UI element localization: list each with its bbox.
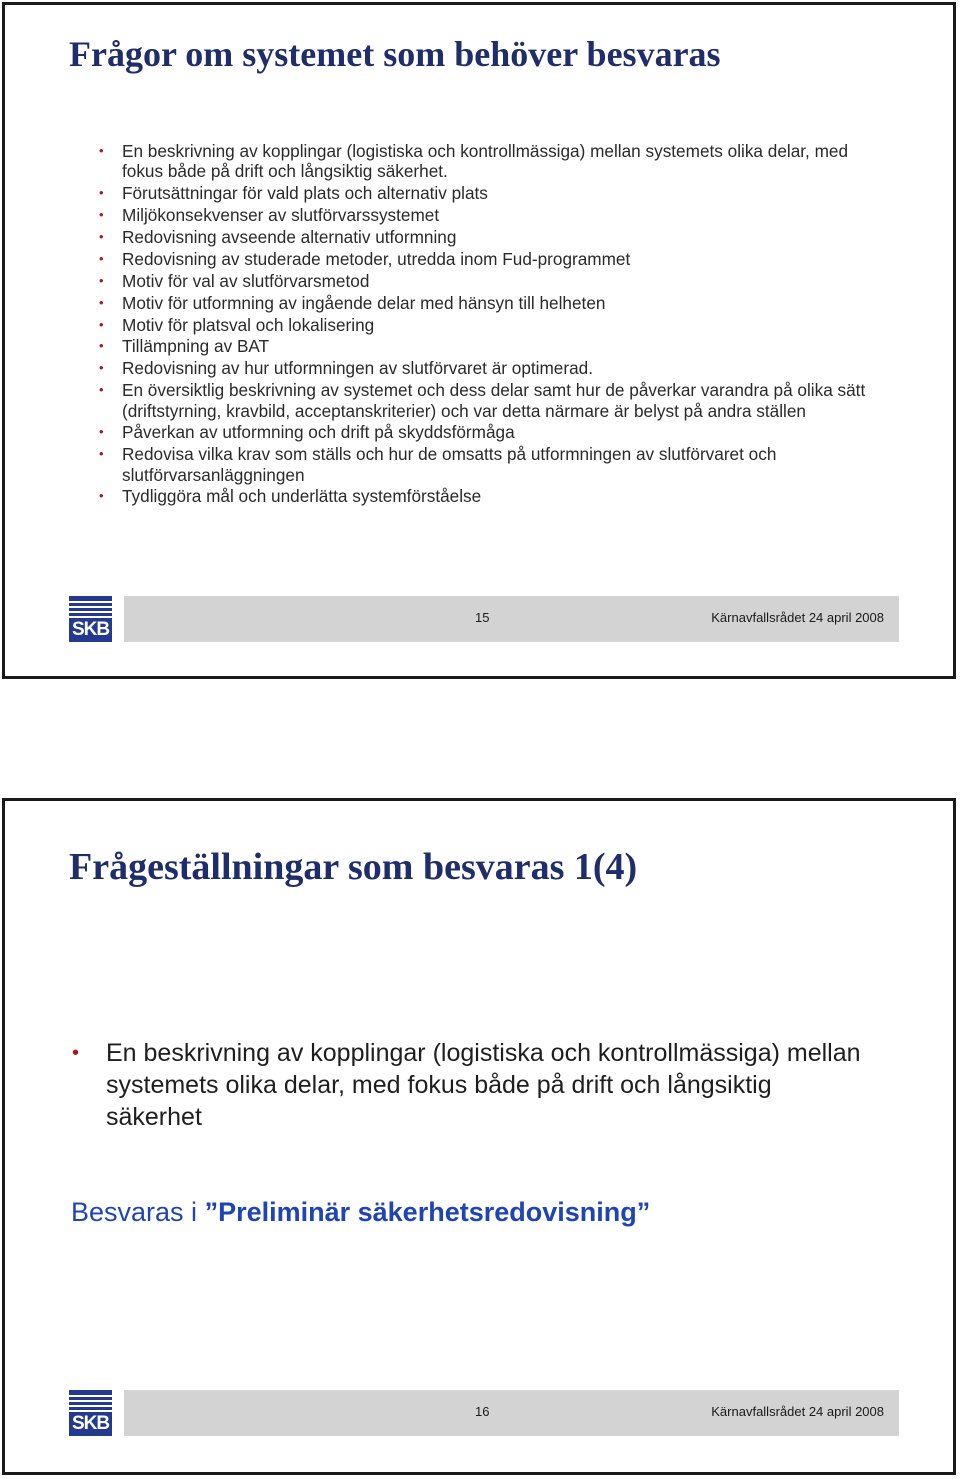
list-item: • Tydliggöra mål och underlätta systemförståelse [97,486,887,506]
list-item: • Motiv för val av slutförvarsmetod [97,271,887,291]
slide-footer [69,596,899,642]
page-number: 16 [475,1404,490,1419]
list-item: • Motiv för platsval och lokalisering [97,315,887,335]
slide-title: Frågor om systemet som behöver besvaras [69,34,721,74]
slide-15 [2,2,956,679]
logo-text: SKB [71,619,110,640]
answer-prefix: Besvaras i [71,1197,205,1227]
page-number: 15 [475,610,490,625]
list-item: • Miljökonsekvenser av slutförvarssystemet [97,205,887,225]
bullet-list [69,1037,869,1133]
list-item: • Redovisning avseende alternativ utformning [97,227,887,247]
list-item: • En beskrivning av kopplingar (logistiska och kontrollmässiga) mellan systemets olika delar, med fokus både på drift och långsiktig säkerhet [69,1037,869,1133]
logo-text: SKB [71,1413,110,1434]
answer-line [71,1197,650,1228]
list-item: • Motiv för utformning av ingående delar med hänsyn till helheten [97,293,887,313]
slide-title: Frågeställningar som besvaras 1(4) [69,846,638,888]
list-item: • Redovisning av studerade metoder, utredda inom Fud-programmet [97,249,887,269]
answer-document: ”Preliminär säkerhetsredovisning” [204,1197,651,1227]
list-item: • Påverkan av utformning och drift på skyddsförmåga [97,422,887,442]
list-item: • Tillämpning av BAT [97,336,887,356]
list-item: • En översiktlig beskrivning av systemet och dess delar samt hur de påverkar varandra på olika sätt (driftstyrning, kravbild, acceptanskriterier) och var detta närmare är belyst på andra ställen [97,380,887,421]
list-item: • Redovisa vilka krav som ställs och hur de omsatts på utformningen av slutförvaret och slutförvarsanläggningen [97,444,887,485]
list-item: • Förutsättningar för vald plats och alternativ plats [97,183,887,203]
list-item: • En beskrivning av kopplingar (logistiska och kontrollmässiga) mellan systemets olika delar, med fokus både på drift och långsiktig säkerhet. [97,141,887,182]
list-item: • Redovisning av hur utformningen av slutförvaret är optimerad. [97,358,887,378]
footer-org-date: Kärnavfallsrådet 24 april 2008 [711,610,884,625]
skb-logo [69,596,112,642]
footer-bar [124,596,899,642]
slide-footer [69,1390,899,1436]
footer-bar [124,1390,899,1436]
skb-logo [69,1390,112,1436]
footer-org-date: Kärnavfallsrådet 24 april 2008 [711,1404,884,1419]
bullet-list [97,141,887,508]
slide-16 [2,798,956,1475]
